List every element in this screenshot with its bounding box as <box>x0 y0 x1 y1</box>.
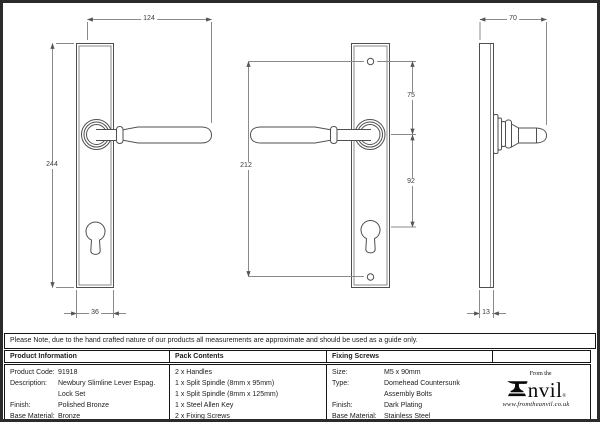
field-label: Product Code: <box>10 369 55 376</box>
header-product-information: Product Information <box>10 353 77 360</box>
field-label: Size: <box>332 369 348 376</box>
field-value: Stainless Steel <box>384 413 431 420</box>
backplate-outline <box>352 44 390 288</box>
backplate-inner-line <box>354 46 387 285</box>
dim-front-plate-width: 36 <box>91 309 99 316</box>
field-value: Newbury Slimline Lever Espag. <box>58 380 156 387</box>
header-pack-contents: Pack Contents <box>169 351 326 362</box>
lever-collar <box>117 127 124 144</box>
field-value: 91918 <box>58 369 78 376</box>
registered-trademark: ® <box>562 393 567 399</box>
field-value: Domehead Countersunk <box>384 380 460 387</box>
table-row <box>10 400 169 411</box>
table-row <box>10 367 169 378</box>
field-label: Finish: <box>10 402 31 409</box>
table-row <box>10 411 169 422</box>
backplate-profile <box>480 44 494 288</box>
table-header-row <box>4 350 591 363</box>
header-fixing-screws: Fixing Screws <box>326 351 492 362</box>
lever-grip <box>251 127 331 143</box>
table-row <box>332 389 492 400</box>
table-row <box>332 378 492 389</box>
list-item: 2 x Fixing Screws <box>175 413 230 420</box>
table-row <box>332 367 492 378</box>
euro-cylinder-cutout <box>361 220 380 252</box>
backplate-outline <box>77 44 114 288</box>
from-the-anvil-logo <box>487 364 585 418</box>
anvil-icon <box>506 377 528 401</box>
euro-cylinder-cutout <box>86 222 105 254</box>
dim-side-plate-depth: 13 <box>482 309 490 316</box>
lever-grip <box>123 127 212 143</box>
drawing-front-view <box>77 44 212 288</box>
lever-handle <box>251 127 374 144</box>
table-row <box>10 389 169 400</box>
logo-brand-text: nvil <box>527 377 563 402</box>
dim-middle-lever-to-cylinder: 92 <box>407 178 415 185</box>
field-value: Assembly Bolts <box>384 391 432 398</box>
field-label: Base Material: <box>332 413 377 420</box>
pack-contents-cell <box>169 365 326 419</box>
dim-side-projection: 70 <box>509 15 517 22</box>
logo-website: www.fromtheanvil.co.uk <box>502 400 570 408</box>
table-row <box>10 378 169 389</box>
list-item: 1 x Split Spindle (8mm x 125mm) <box>175 391 279 398</box>
dim-front-overall-width: 124 <box>143 15 155 22</box>
table-row <box>332 411 492 422</box>
table-row <box>332 400 492 411</box>
fixing-screws-cell <box>326 365 492 419</box>
backplate-inner-line <box>79 46 111 285</box>
drawing-side-view <box>480 44 547 288</box>
dim-middle-screw-centres: 212 <box>240 162 252 169</box>
lever-handle <box>94 127 212 144</box>
lever-collar <box>331 127 338 144</box>
field-label: Base Material: <box>10 413 55 420</box>
product-information-cell <box>5 365 169 419</box>
rose-profile <box>494 115 512 154</box>
measurement-disclaimer: Please Note, due to the hand crafted nature of our products all measurements are approximate and should be used as a guide only. <box>4 333 596 349</box>
lever-neck-profile <box>512 124 519 147</box>
field-label: Description: <box>10 380 47 387</box>
logo-wordmark <box>506 370 567 402</box>
drawing-front-view-mirrored <box>251 44 390 288</box>
list-item: 1 x Steel Allen Key <box>175 402 234 409</box>
field-value: Bronze <box>58 413 81 420</box>
screw-hole-top <box>367 58 373 64</box>
field-value: Polished Bronze <box>58 402 109 409</box>
field-label: Type: <box>332 380 350 387</box>
field-value: Lock Set <box>58 391 86 398</box>
field-label: Finish: <box>332 402 353 409</box>
screw-hole-bottom <box>367 274 373 280</box>
lever-grip-profile <box>519 128 547 143</box>
logo-tagline: From the <box>529 370 552 377</box>
dimension-lines <box>53 20 547 319</box>
field-value: Dark Plating <box>384 402 423 409</box>
field-value: M5 x 90mm <box>384 369 421 376</box>
header-logo-column <box>492 351 590 362</box>
dim-front-plate-height: 244 <box>46 161 58 168</box>
dim-middle-top-screw-to-lever: 75 <box>407 92 415 99</box>
list-item: 1 x Split Spindle (8mm x 95mm) <box>175 380 275 387</box>
list-item: 2 x Handles <box>175 369 212 376</box>
